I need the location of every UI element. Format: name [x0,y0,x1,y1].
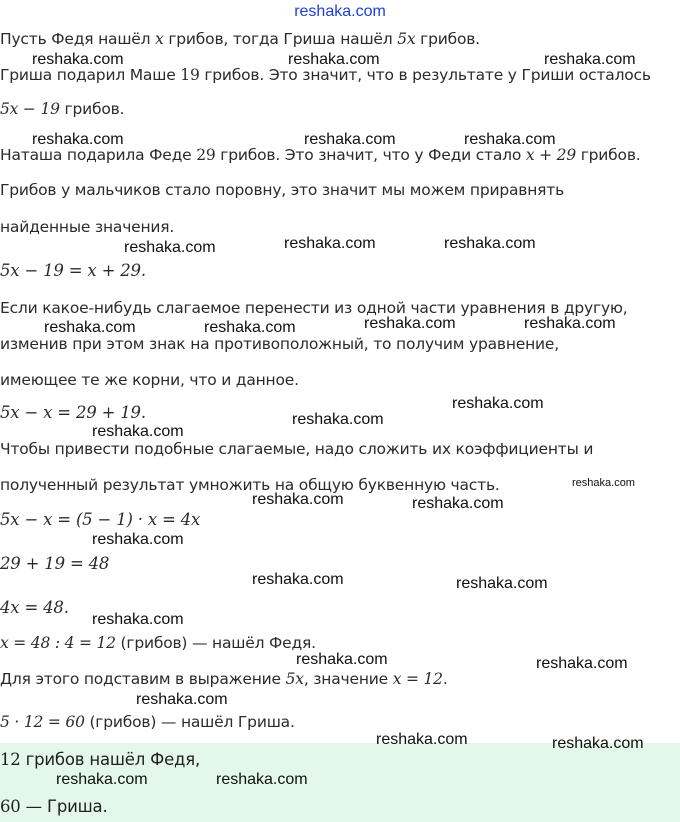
paragraph-6: Чтобы привести подобные слагаемые, надо сложить их коэффициенты и [0,440,594,458]
text: грибов. [59,100,125,118]
watermark: reshaka.com [412,495,504,512]
paragraph-5: Если какое-нибудь слагаемое перенести из одной части уравнения в другую, [0,299,628,317]
watermark: reshaka.com [92,423,184,440]
paragraph-8 [0,670,448,688]
text: грибов, тогда Гриша нашёл [163,30,398,48]
watermark: reshaka.com [364,315,456,332]
math-expression: x + 29 [525,146,576,164]
math-19: 19 [180,66,200,84]
paragraph-2-cont [0,100,124,118]
text: , значение [303,670,393,688]
equation-4: 29 + 19 = 48 [0,554,110,573]
math-5x: 5x [285,670,304,688]
watermark: reshaka.com [572,477,635,489]
watermark: reshaka.com [92,611,184,628]
math-expression: 5 · 12 = 60 [0,713,85,731]
paragraph-1 [0,30,480,48]
paragraph-9 [0,713,295,731]
equation-1: 5x − 19 = x + 29. [0,261,146,280]
answer-line-1 [0,750,200,769]
paragraph-7 [0,634,316,652]
watermark: reshaka.com [204,319,296,336]
watermark: reshaka.com [124,239,216,256]
math-5x: 5x [397,30,416,48]
paragraph-4-cont: найденные значения. [0,218,175,236]
watermark: reshaka.com [304,131,396,148]
equation-3: 5x − x = (5 − 1) · x = 4x [0,510,201,529]
watermark: reshaka.com [376,731,468,748]
paragraph-6-cont: полученный результат умножить на общую буквенную часть. [0,476,500,494]
answer-line-2 [0,797,108,816]
text: . [442,670,448,688]
text: грибов. Это значит, что у Феди стало [215,146,526,164]
math-var-x: x [155,30,164,48]
site-header-link[interactable]: reshaka.com [294,3,386,20]
paragraph-4: Грибов у мальчиков стало поровну, это значит мы можем приравнять [0,181,565,199]
paragraph-5-end: имеющее те же корни, что и данное. [0,371,299,389]
text: (грибов) — нашёл Гриша. [84,713,295,731]
watermark: reshaka.com [464,131,556,148]
equation-2: 5x − x = 29 + 19. [0,403,146,422]
watermark: reshaka.com [524,315,616,332]
watermark: reshaka.com [544,51,636,68]
watermark: reshaka.com [288,51,380,68]
watermark: reshaka.com [216,771,308,788]
watermark: reshaka.com [252,491,344,508]
watermark: reshaka.com [92,531,184,548]
text: грибов. [576,146,641,164]
watermark: reshaka.com [56,771,148,788]
watermark: reshaka.com [444,235,536,252]
text: грибов. [415,30,480,48]
math-expression: 5x − 19 [0,100,60,118]
watermark: reshaka.com [552,735,644,752]
paragraph-5-cont: изменив при этом знак на противоположный, то получим уравнение, [0,335,559,353]
math-12: 12 [0,750,21,769]
text: (грибов) — нашёл Федя. [115,634,316,652]
math-60: 60 [0,797,21,816]
text: Гриша подарил Маше [0,66,181,84]
text: грибов. Это значит, что в результате у Гриши осталось [199,66,651,84]
text: Наташа подарила Феде [0,146,197,164]
watermark: reshaka.com [456,575,548,592]
text: Пусть Федя нашёл [0,30,156,48]
watermark: reshaka.com [32,51,124,68]
watermark: reshaka.com [536,655,628,672]
math-expression: x = 12 [392,670,443,688]
equation-5: 4x = 48. [0,598,69,617]
text: Для этого подставим в выражение [0,670,286,688]
text: — Гриша. [20,797,108,816]
watermark: reshaka.com [44,319,136,336]
watermark: reshaka.com [252,571,344,588]
watermark: reshaka.com [292,411,384,428]
watermark: reshaka.com [284,235,376,252]
watermark: reshaka.com [136,691,228,708]
watermark: reshaka.com [32,131,124,148]
watermark: reshaka.com [296,651,388,668]
text: грибов нашёл Федя, [20,750,201,769]
math-29: 29 [196,146,216,164]
math-expression: x = 48 : 4 = 12 [0,634,116,652]
watermark: reshaka.com [452,395,544,412]
